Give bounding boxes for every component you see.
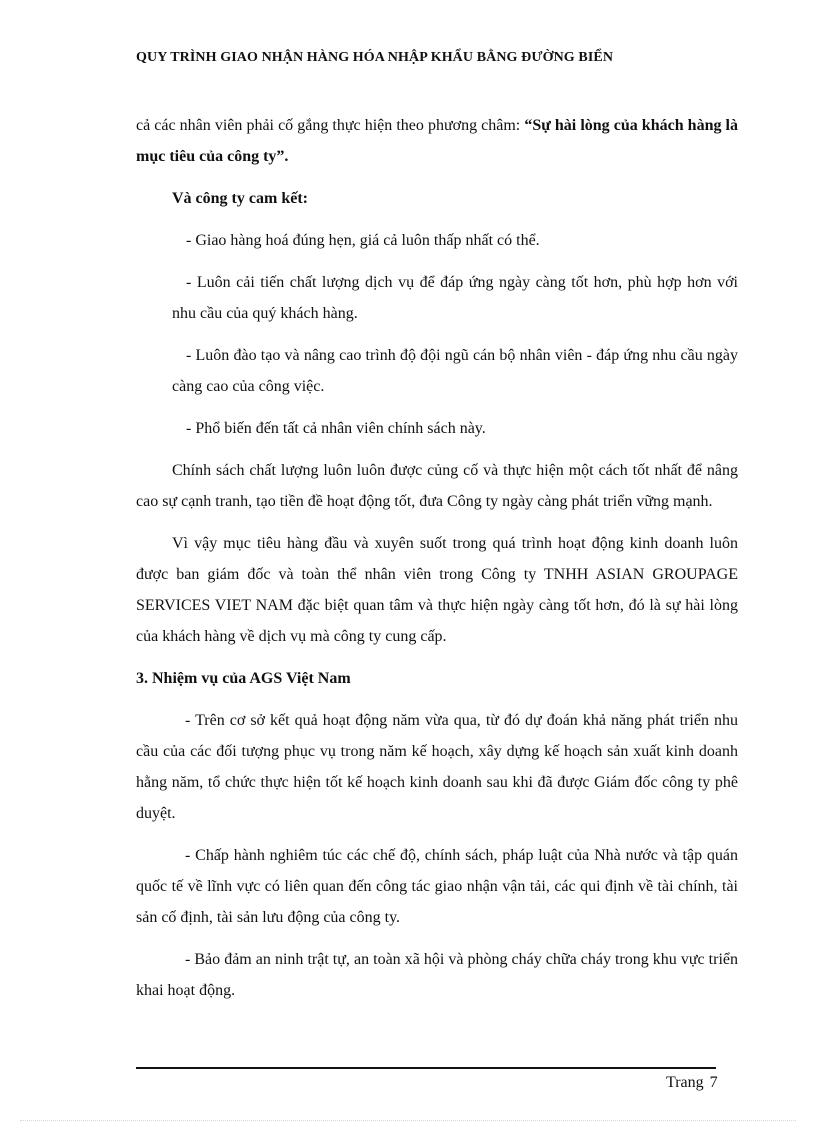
duty-item: - Bảo đảm an ninh trật tự, an toàn xã hội và phòng cháy chữa cháy trong khu vực triển khai hoạt động. [136,951,738,999]
commitment-item [136,340,738,402]
commitment-item [136,267,738,329]
commitment-text: - Phổ biến đến tất cả nhân viên chính sách này. [186,420,486,437]
section-heading: 3. Nhiệm vụ của AGS Việt Nam [136,670,351,687]
intro-motto: “Sự hài lòng của khách hàng là mục tiêu của công ty”. [136,117,738,165]
running-header: QUY TRÌNH GIAO NHẬN HÀNG HÓA NHẬP KHẨU BẰNG ĐƯỜNG BIỂN [136,50,614,65]
page-label: Trang [666,1074,704,1091]
intro-paragraph [136,110,738,172]
page-boundary [20,1120,796,1121]
commitment-item [136,413,738,444]
duty-item: - Chấp hành nghiêm túc các chế độ, chính sách, pháp luật của Nhà nước và tập quán quốc tế về lĩnh vực có liên quan đến công tác giao nhận vận tải, các qui định về tài chính, tài sản cố định, tài sản lưu động của công ty. [136,847,738,926]
commitment-item [136,225,738,256]
policy-paragraph: Chính sách chất lượng luôn luôn được củng cố và thực hiện một cách tốt nhất để nâng cao sự cạnh tranh, tạo tiền đề hoạt động tốt, đưa Công ty ngày càng phát triển vững mạnh. [136,462,738,510]
commitment-text: - Luôn đào tạo và nâng cao trình độ đội ngũ cán bộ nhân viên - đáp ứng nhu cầu ngày càng cao của công việc. [172,347,738,395]
commitment-heading: Và công ty cam kết: [172,190,308,207]
commitment-text: - Giao hàng hoá đúng hẹn, giá cả luôn thấp nhất có thể. [186,232,540,249]
page-content [136,110,738,1006]
page-number: 7 [709,1074,718,1091]
footer-rule [136,1067,716,1069]
page-footer [666,1074,718,1092]
duty-item: - Trên cơ sở kết quả hoạt động năm vừa qua, từ đó dự đoán khả năng phát triển nhu cầu của các đối tượng phục vụ trong năm kế hoạch, xây dựng kế hoạch sản xuất kinh doanh hằng năm, tổ chức thực hiện tốt kế hoạch kinh doanh sau khi đã được Giám đốc công ty phê duyệt. [136,712,738,822]
intro-text: cả các nhân viên phải cố gắng thực hiện theo phương châm: [136,117,525,134]
commitment-text: - Luôn cải tiến chất lượng dịch vụ để đáp ứng ngày càng tốt hơn, phù hợp hơn với nhu cầu của quý khách hàng. [172,274,738,322]
goal-paragraph: Vì vậy mục tiêu hàng đầu và xuyên suốt trong quá trình hoạt động kinh doanh luôn được ban giám đốc và toàn thể nhân viên trong Công ty TNHH ASIAN GROUPAGE SERVICES VIET NAM đặc biệt quan tâm và thực hiện ngày càng tốt hơn, đó là sự hài lòng của khách hàng về dịch vụ mà công ty cung cấp. [136,535,738,645]
